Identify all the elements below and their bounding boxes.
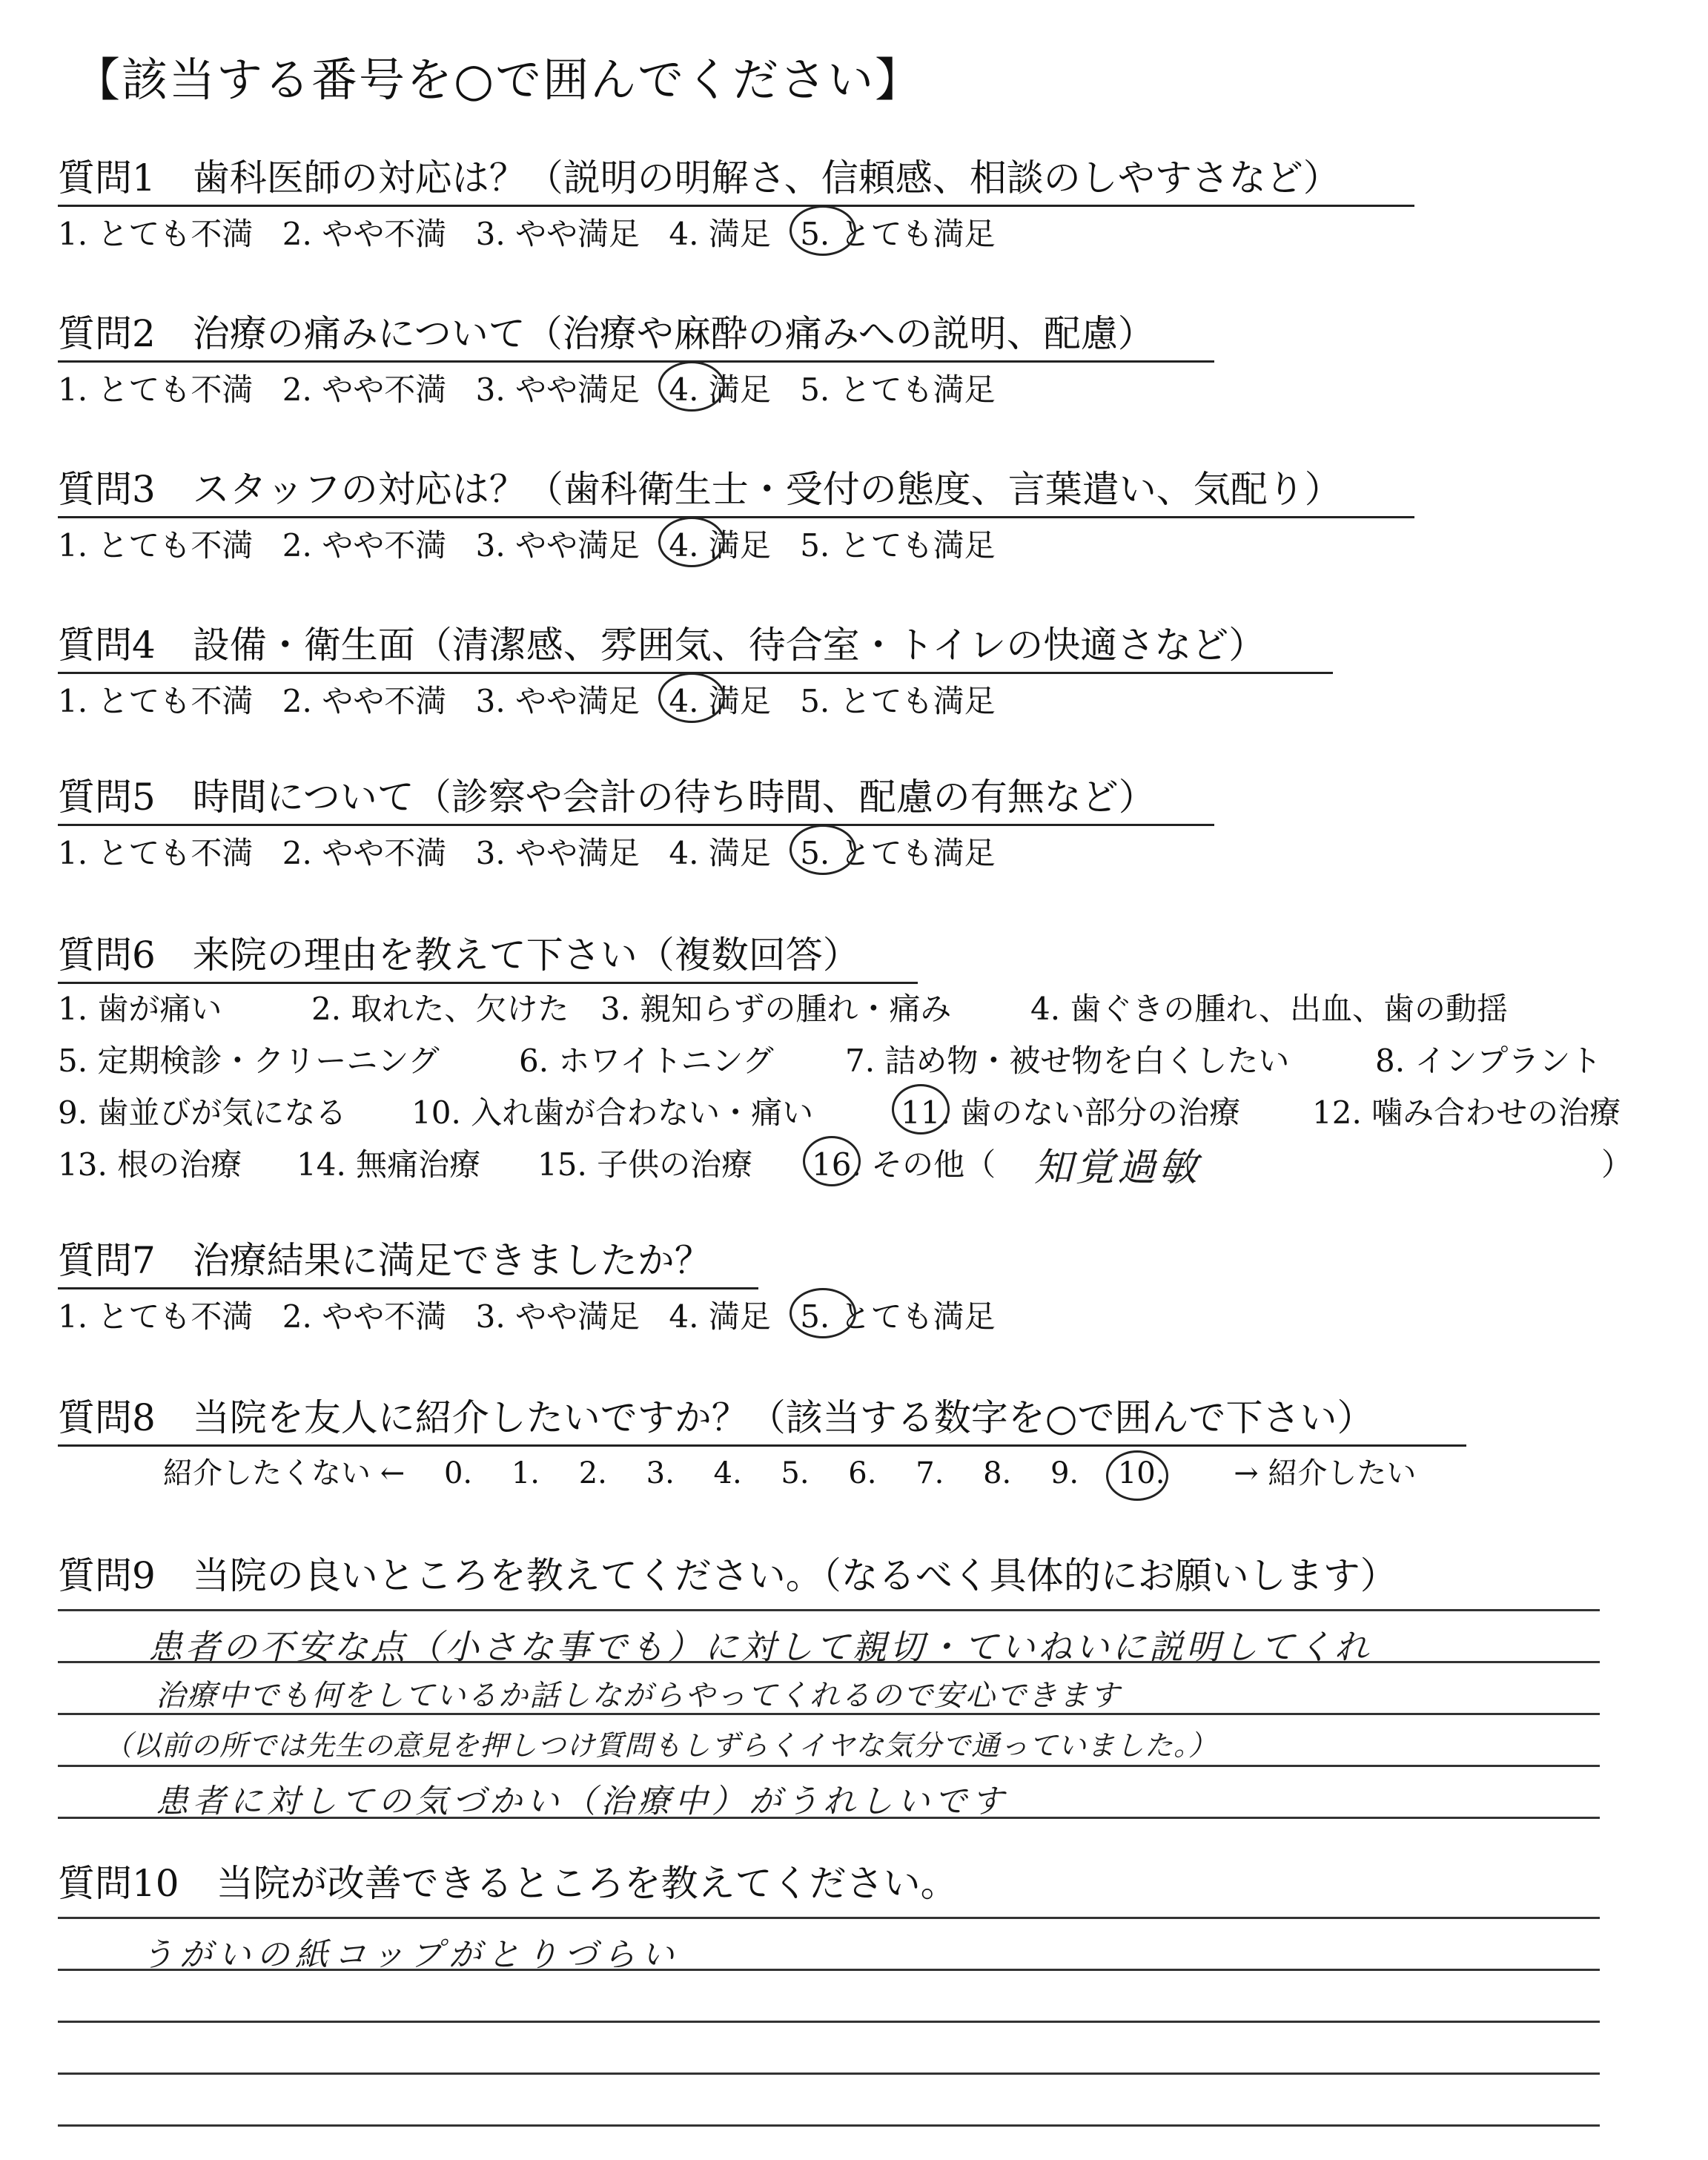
- q6-option-1[interactable]: 1. 歯が痛い: [58, 991, 222, 1027]
- q1-option-2[interactable]: 2. やや不満: [282, 216, 447, 252]
- q5-option-2[interactable]: 2. やや不満: [282, 835, 447, 871]
- q7-option-5-selected[interactable]: 5. とても満足: [800, 1292, 995, 1337]
- question-4-underline: [58, 672, 1333, 674]
- q8-right-label: → 紹介したい: [1234, 1456, 1417, 1490]
- q6-option-15[interactable]: 15. 子供の治療: [537, 1146, 753, 1183]
- question-3-options: [58, 521, 1015, 566]
- q6-option-7[interactable]: 7. 詰め物・被せ物を白くしたい: [845, 1043, 1290, 1079]
- q6-option-14[interactable]: 14. 無痛治療: [297, 1146, 481, 1183]
- q7-option-4[interactable]: 4. 満足: [669, 1298, 771, 1335]
- question-4: [58, 615, 1333, 674]
- q8-option-9[interactable]: 9.: [1050, 1456, 1079, 1490]
- page-heading: 【該当する番号を○で囲んでください】: [74, 53, 923, 107]
- question-3: [58, 460, 1414, 518]
- q4-option-1[interactable]: 1. とても不満: [58, 683, 254, 719]
- q2-option-1[interactable]: 1. とても不満: [58, 371, 254, 408]
- q6-option-2[interactable]: 2. 取れた、欠けた: [311, 991, 569, 1027]
- question-1-title: 質問1 歯科医師の対応は？（説明の明解さ、信頼感、相談のしやすさなど）: [58, 156, 1340, 199]
- q4-option-3[interactable]: 3. やや満足: [475, 683, 640, 719]
- q1-option-3[interactable]: 3. やや満足: [475, 216, 640, 252]
- q6-other-handwritten: 知覚過敏: [1034, 1146, 1201, 1190]
- q10-answer-line-5: [58, 2124, 1600, 2127]
- question-7-underline: [58, 1287, 758, 1289]
- q8-option-3[interactable]: 3.: [646, 1456, 675, 1490]
- question-1-underline: [58, 205, 1414, 207]
- q4-option-5[interactable]: 5. とても満足: [800, 683, 996, 719]
- question-5-title: 質問5 時間について（診察や会計の待ち時間、配慮の有無など）: [58, 776, 1156, 819]
- q2-option-2[interactable]: 2. やや不満: [282, 371, 447, 408]
- q9-answer-line-1: [58, 1609, 1600, 1611]
- question-1-options: [58, 210, 1015, 254]
- q9-handwritten-line-4: 患者に対しての気づかい（治療中）がうれしいです: [156, 1783, 1008, 1820]
- question-6-title: 質問6 来院の理由を教えて下さい（複数回答）: [58, 934, 860, 977]
- q5-option-1[interactable]: 1. とても不満: [58, 835, 254, 871]
- q8-option-5[interactable]: 5.: [781, 1456, 810, 1490]
- q4-option-4-selected[interactable]: 4. 満足: [669, 677, 770, 721]
- question-7-options: [58, 1292, 1015, 1337]
- q7-option-1[interactable]: 1. とても不満: [58, 1298, 254, 1335]
- q2-option-5[interactable]: 5. とても満足: [800, 371, 996, 408]
- question-5: [58, 767, 1214, 826]
- q3-option-1[interactable]: 1. とても不満: [58, 527, 254, 564]
- q10-answer-line-1: [58, 1917, 1600, 1919]
- q5-option-5-selected[interactable]: 5. とても満足: [800, 829, 995, 873]
- question-3-underline: [58, 516, 1414, 518]
- q1-option-5-selected[interactable]: 5. とても満足: [800, 210, 995, 254]
- question-9-title: 質問9 当院の良いところを教えてください。（なるべく具体的にお願いします）: [58, 1554, 1397, 1597]
- q3-option-3[interactable]: 3. やや満足: [475, 527, 640, 564]
- q6-option-9[interactable]: 9. 歯並びが気になる: [58, 1094, 347, 1131]
- q9-handwritten-line-3: （以前の所では先生の意見を押しつけ質問もしずらくイヤな気分で通っていました。）: [104, 1729, 1218, 1762]
- q6-option-6[interactable]: 6. ホワイトニング: [519, 1043, 774, 1079]
- question-4-title: 質問4 設備・衛生面（清潔感、雰囲気、待合室・トイレの快適さなど）: [58, 624, 1266, 667]
- q6-option-13[interactable]: 13. 根の治療: [58, 1146, 242, 1183]
- q3-option-4-selected[interactable]: 4. 満足: [669, 521, 770, 566]
- q6-option-8[interactable]: 8. インプラント: [1375, 1043, 1602, 1079]
- q6-option-12[interactable]: 12. 噛み合わせの治療: [1312, 1094, 1621, 1131]
- q3-option-2[interactable]: 2. やや不満: [282, 527, 447, 564]
- selection-circle: [892, 1084, 950, 1135]
- q2-option-4-selected[interactable]: 4. 満足: [669, 366, 770, 410]
- question-7-title: 質問7 治療結果に満足できましたか？: [58, 1239, 712, 1282]
- question-6: [58, 925, 918, 984]
- q7-option-2[interactable]: 2. やや不満: [282, 1298, 447, 1335]
- q10-handwritten-line-1: うがいの紙コップがとりづらい: [141, 1936, 681, 1974]
- q2-option-3[interactable]: 3. やや満足: [475, 371, 640, 408]
- q1-option-4[interactable]: 4. 満足: [669, 216, 771, 252]
- question-8-title: 質問8 当院を友人に紹介したいですか？（該当する数字を○で囲んで下さい）: [58, 1396, 1374, 1439]
- question-3-title: 質問3 スタッフの対応は？（歯科衛生士・受付の態度、言葉遣い、気配り）: [58, 468, 1342, 511]
- q8-option-6[interactable]: 6.: [848, 1456, 877, 1490]
- q6-option-3[interactable]: 3. 親知らずの腫れ・痛み: [600, 991, 952, 1027]
- q4-option-2[interactable]: 2. やや不満: [282, 683, 447, 719]
- q6-option-5[interactable]: 5. 定期検診・クリーニング: [58, 1043, 440, 1079]
- q6-option-4[interactable]: 4. 歯ぐきの腫れ、出血、歯の動揺: [1030, 991, 1508, 1027]
- q8-option-7[interactable]: 7.: [916, 1456, 944, 1490]
- q7-option-3[interactable]: 3. やや満足: [475, 1298, 640, 1335]
- q8-option-1[interactable]: 1.: [511, 1456, 540, 1490]
- question-2: [58, 304, 1214, 363]
- question-5-underline: [58, 824, 1214, 826]
- selection-circle: [803, 1136, 861, 1186]
- q6-option-16-selected[interactable]: 16. その他（: [812, 1140, 996, 1185]
- question-10-title: 質問10 当院が改善できるところを教えてください。: [58, 1862, 958, 1905]
- q6-option-11-selected[interactable]: 11. 歯のない部分の治療: [901, 1089, 1240, 1133]
- question-8-scale: [163, 1450, 1446, 1492]
- question-7: [58, 1231, 758, 1289]
- q8-left-label: 紹介したくない ←: [163, 1456, 406, 1490]
- q10-answer-line-4: [58, 2073, 1600, 2075]
- q8-option-2[interactable]: 2.: [578, 1456, 607, 1490]
- q3-option-5[interactable]: 5. とても満足: [800, 527, 996, 564]
- q5-option-4[interactable]: 4. 満足: [669, 835, 771, 871]
- q6-other-close-paren: ）: [1601, 1146, 1633, 1183]
- question-2-options: [58, 366, 1015, 410]
- q8-option-0[interactable]: 0.: [443, 1456, 473, 1490]
- q6-option-10[interactable]: 10. 入れ歯が合わない・痛い: [411, 1094, 814, 1131]
- q10-answer-line-3: [58, 2021, 1600, 2023]
- q9-handwritten-line-2: 治療中でも何をしているか話しながらやってくれるので安心できます: [156, 1679, 1121, 1713]
- question-4-options: [58, 677, 1015, 721]
- q9-answer-line-4: [58, 1765, 1600, 1767]
- question-6-underline: [58, 982, 918, 984]
- question-1: [58, 148, 1414, 207]
- q1-option-1[interactable]: 1. とても不満: [58, 216, 254, 252]
- question-2-title: 質問2 治療の痛みについて（治療や麻酔の痛みへの説明、配慮）: [58, 312, 1155, 355]
- q5-option-3[interactable]: 3. やや満足: [475, 835, 640, 871]
- question-8: [58, 1388, 1466, 1447]
- question-2-underline: [58, 360, 1214, 363]
- q8-option-10-selected[interactable]: 10.: [1118, 1456, 1195, 1490]
- q9-handwritten-line-1: 患者の不安な点（小さな事でも）に対して親切・ていねいに説明してくれ: [148, 1627, 1371, 1667]
- q8-option-4[interactable]: 4.: [713, 1456, 742, 1490]
- question-8-underline: [58, 1444, 1466, 1447]
- question-5-options: [58, 829, 1015, 873]
- q8-option-8[interactable]: 8.: [983, 1456, 1012, 1490]
